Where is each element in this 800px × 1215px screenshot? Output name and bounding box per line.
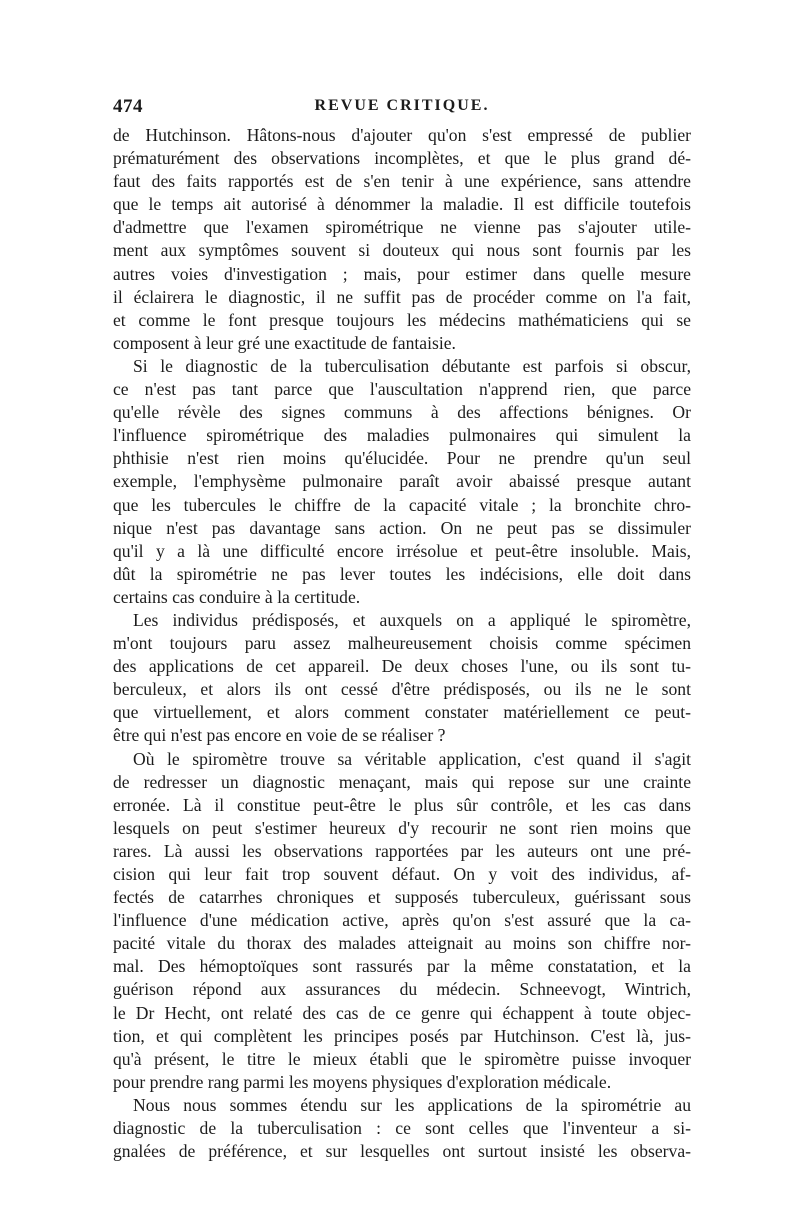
text-line: que le temps ait autorisé à dénommer la maladie. Il est difficile toutefois (113, 194, 691, 215)
text-line: Les individus prédisposés, et auxquels on a appliqué le spiromètre, (133, 609, 691, 630)
text-line: des applications de cet appareil. De deux choses l'une, ou ils sont tu- (113, 656, 691, 677)
text-line: Où le spiromètre trouve sa véritable application, c'est quand il s'agit (133, 748, 691, 769)
text-line: le Dr Hecht, ont relaté des cas de ce genre qui échappent à toute objec- (113, 1002, 691, 1023)
text-line: de Hutchinson. Hâtons-nous d'ajouter qu'on s'est empressé de publier (113, 125, 691, 145)
text-line: cision qui leur fait trop souvent défaut. On y voit des individus, af- (113, 864, 691, 884)
text-line: diagnostic de la tuberculisation : ce sont celles que l'inventeur a si- (113, 1118, 691, 1139)
text-line: qu'elle révèle des signes communs à des affections bénignes. Or (113, 402, 691, 423)
text-line: de redresser un diagnostic menaçant, mais qui repose sur une crainte (113, 771, 691, 792)
running-head (113, 96, 691, 122)
text-line: être qui n'est pas encore en voie de se réaliser ? (113, 725, 446, 746)
text-line: rares. Là aussi les observations rapportées par les auteurs ont une pré- (113, 840, 691, 861)
text-line: faut des faits rapportés est de s'en tenir à une expérience, sans attendre (113, 171, 691, 192)
text-line: Si le diagnostic de la tuberculisation débutante est parfois si obscur, (133, 355, 691, 376)
text-line: il éclairera le diagnostic, il ne suffit pas de procéder comme on l'a fait, (113, 286, 691, 307)
paragraph-5 (113, 1094, 691, 1163)
text-line: autres voies d'investigation ; mais, pour estimer dans quelle mesure (113, 263, 691, 284)
paragraph-4 (113, 748, 691, 1094)
page-number: 474 (113, 96, 143, 117)
text-line: mal. Des hémoptoïques sont rassurés par la même constatation, et la (113, 956, 691, 977)
text-line: qu'à présent, le titre le mieux établi que le spiromètre puisse invoquer (113, 1048, 691, 1069)
text-line: nique n'est pas davantage sans action. On ne peut pas se dissimuler (113, 517, 691, 538)
text-line: exemple, l'emphysème pulmonaire paraît avoir abaissé presque autant (113, 471, 691, 492)
text-line: fectés de catarrhes chroniques et supposés tuberculeux, guérissant sous (113, 887, 691, 908)
text-line: pacité vitale du thorax des malades atteignait au moins son chiffre nor- (113, 933, 691, 954)
body-text (113, 124, 691, 1163)
text-line: ce n'est pas tant parce que l'auscultation n'apprend rien, que parce (113, 379, 691, 400)
text-line: pour prendre rang parmi les moyens physiques d'exploration médicale. (113, 1071, 612, 1092)
text-line: berculeux, et alors ils ont cessé d'être prédisposés, ou ils ne le sont (113, 679, 691, 700)
text-line: prématurément des observations incomplètes, et que le plus grand dé- (113, 148, 691, 169)
paragraph-2 (113, 355, 691, 609)
text-line: ment aux symptômes souvent si douteux qui nous sont fournis par les (113, 240, 691, 261)
text-line: dût la spirométrie ne pas lever toutes les indécisions, elle doit dans (113, 563, 691, 584)
running-title: REVUE CRITIQUE. (314, 97, 490, 114)
paragraph-3 (113, 609, 691, 748)
text-line: d'admettre que l'examen spirométrique ne vienne pas s'ajouter utile- (113, 217, 691, 238)
text-line: lesquels on peut s'estimer heureux d'y recourir ne sont rien moins que (113, 817, 691, 838)
text-line: l'influence d'une médication active, après qu'on s'est assuré que la ca- (113, 910, 691, 931)
text-line: m'ont toujours paru assez malheureusement choisis comme spécimen (113, 633, 691, 654)
text-line: certains cas conduire à la certitude. (113, 586, 361, 607)
text-line: phthisie n'est rien moins qu'élucidée. Pour ne prendre qu'un seul (113, 448, 691, 469)
text-line: qu'il y a là une difficulté encore irrésolue et peut-être insoluble. Mais, (113, 540, 691, 561)
text-line: que virtuellement, et alors comment constater matériellement ce peut- (113, 702, 691, 723)
text-line: guérison répond aux assurances du médecin. Schneevogt, Wintrich, (113, 979, 691, 1000)
text-line: que les tubercules le chiffre de la capacité vitale ; la bronchite chro- (113, 494, 691, 515)
text-line: l'influence spirométrique des maladies pulmonaires qui simulent la (113, 425, 691, 446)
text-line: composent à leur gré une exactitude de fantaisie. (113, 332, 456, 353)
paragraph-1 (113, 124, 691, 355)
text-line: Nous nous sommes étendu sur les applications de la spirométrie au (133, 1094, 691, 1115)
text-line: tion, et qui complètent les principes posés par Hutchinson. C'est là, jus- (113, 1025, 691, 1046)
text-line: erronée. Là il constitue peut-être le plus sûr contrôle, et les cas dans (113, 794, 691, 815)
text-line: gnalées de préférence, et sur lesquelles ont surtout insisté les observa- (113, 1141, 691, 1162)
text-line: et comme le font presque toujours les médecins mathématiciens qui se (113, 309, 691, 330)
